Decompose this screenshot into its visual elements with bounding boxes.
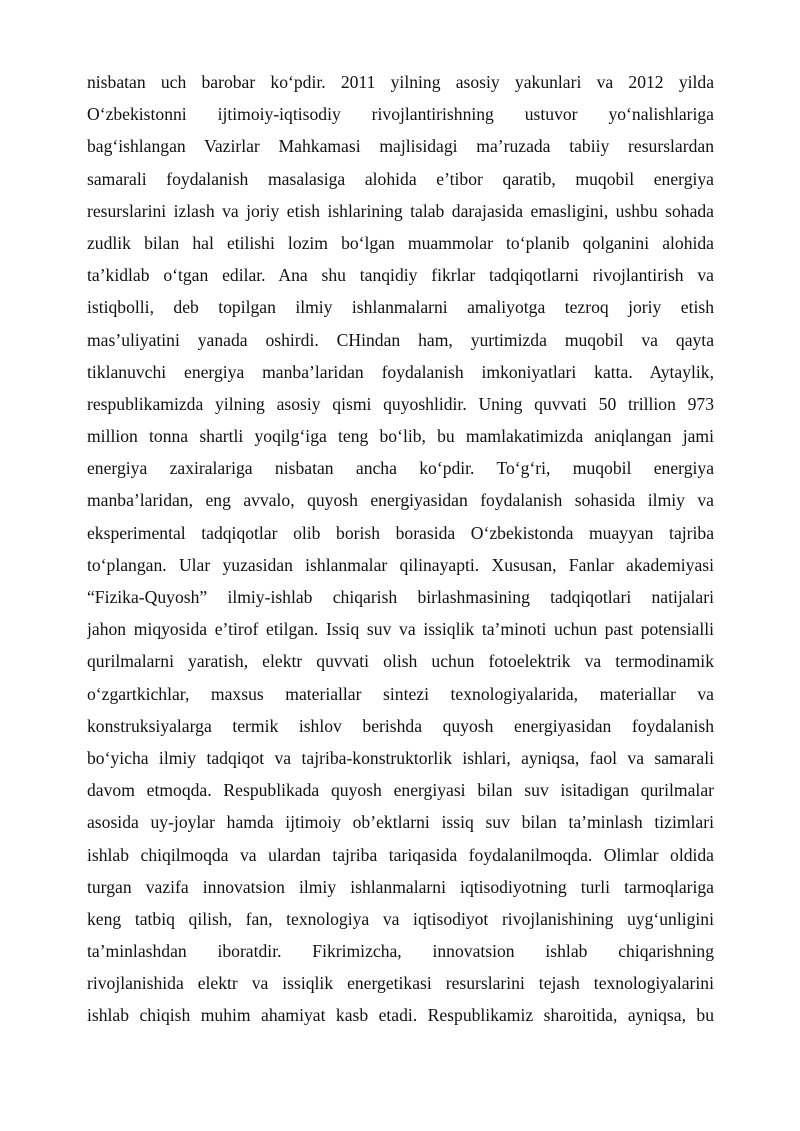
text-line: jahon miqyosida e’tirof etilgan. Issiq suv va issiqlik ta’minoti uchun past potensialli [87, 619, 714, 640]
text-line: samarali foydalanish masalasiga alohida e’tibor qaratib, muqobil energiya [87, 168, 714, 189]
text-line: ishlab chiqish muhim ahamiyat kasb etadi. Respublikamiz sharoitida, ayniqsa, bu [87, 1005, 714, 1026]
text-line: mas’uliyatini yanada oshirdi. CHindan ham, yurtimizda muqobil va qayta [87, 329, 714, 350]
text-line: “Fizika-Quyosh” ilmiy-ishlab chiqarish birlashmasining tadqiqotlari natijalari [87, 587, 714, 607]
text-line: qurilmalarni yaratish, elektr quvvati olish uchun fotoelektrik va termodinamik [87, 651, 714, 672]
text-line: o‘zgartkichlar, maxsus materiallar sintezi texnologiyalarida, materiallar va [87, 683, 714, 704]
text-line: energiya zaxiralariga nisbatan ancha ko‘pdir. To‘g‘ri, muqobil energiya [87, 458, 714, 479]
text-line: manba’laridan, eng avvalo, quyosh energiyasidan foydalanish sohasida ilmiy va [87, 490, 714, 511]
text-line: davom etmoqda. Respublikada quyosh energiyasi bilan suv isitadigan qurilmalar [87, 780, 714, 801]
text-line: ta’minlashdan iboratdir. Fikrimizcha, innovatsion ishlab chiqarishning [87, 941, 714, 962]
text-line: keng tatbiq qilish, fan, texnologiya va iqtisodiyot rivojlanishining uyg‘unligini [87, 908, 714, 929]
text-line: bo‘yicha ilmiy tadqiqot va tajriba-konstruktorlik ishlari, ayniqsa, faol va samarali [87, 747, 714, 768]
text-line: rivojlanishida elektr va issiqlik energetikasi resurslarini tejash texnologiyalarini [87, 973, 714, 994]
text-line: to‘plangan. Ular yuzasidan ishlanmalar qilinayapti. Xususan, Fanlar akademiyasi [87, 554, 714, 575]
text-line: O‘zbekistonni ijtimoiy-iqtisodiy rivojlantirishning ustuvor yo‘nalishlariga [87, 104, 714, 125]
text-line: nisbatan uch barobar ko‘pdir. 2011 yilning asosiy yakunlari va 2012 yilda [87, 72, 714, 92]
text-line: asosida uy-joylar hamda ijtimoiy ob’ektlarni issiq suv bilan ta’minlash tizimlari [87, 812, 714, 833]
text-line: resurslarini izlash va joriy etish ishlarining talab darajasida emasligini, ushbu sohada [87, 200, 714, 221]
text-line: eksperimental tadqiqotlar olib borish borasida O‘zbekistonda muayyan tajriba [87, 522, 714, 543]
text-line: bag‘ishlangan Vazirlar Mahkamasi majlisidagi ma’ruzada tabiiy resurslardan [87, 136, 714, 157]
text-line: tiklanuvchi energiya manba’laridan foydalanish imkoniyatlari katta. Aytaylik, [87, 361, 714, 382]
text-line: ta’kidlab o‘tgan edilar. Ana shu tanqidiy fikrlar tadqiqotlarni rivojlantirish va [87, 265, 714, 286]
text-line: respublikamizda yilning asosiy qismi quyoshlidir. Uning quvvati 50 trillion 973 [87, 393, 714, 414]
text-line: ishlab chiqilmoqda va ulardan tajriba tariqasida foydalanilmoqda. Olimlar oldida [87, 844, 714, 865]
body-text [87, 66, 714, 1032]
text-line: turgan vazifa innovatsion ilmiy ishlanmalarni iqtisodiyotning turli tarmoqlariga [87, 876, 714, 897]
text-line: istiqbolli, deb topilgan ilmiy ishlanmalarni amaliyotga tezroq joriy etish [87, 297, 714, 318]
text-line: konstruksiyalarga termik ishlov berishda quyosh energiyasidan foydalanish [87, 715, 714, 736]
text-line: million tonna shartli yoqilg‘iga teng bo‘lib, bu mamlakatimizda aniqlangan jami [87, 426, 714, 447]
text-line: zudlik bilan hal etilishi lozim bo‘lgan muammolar to‘planib qolganini alohida [87, 232, 714, 253]
